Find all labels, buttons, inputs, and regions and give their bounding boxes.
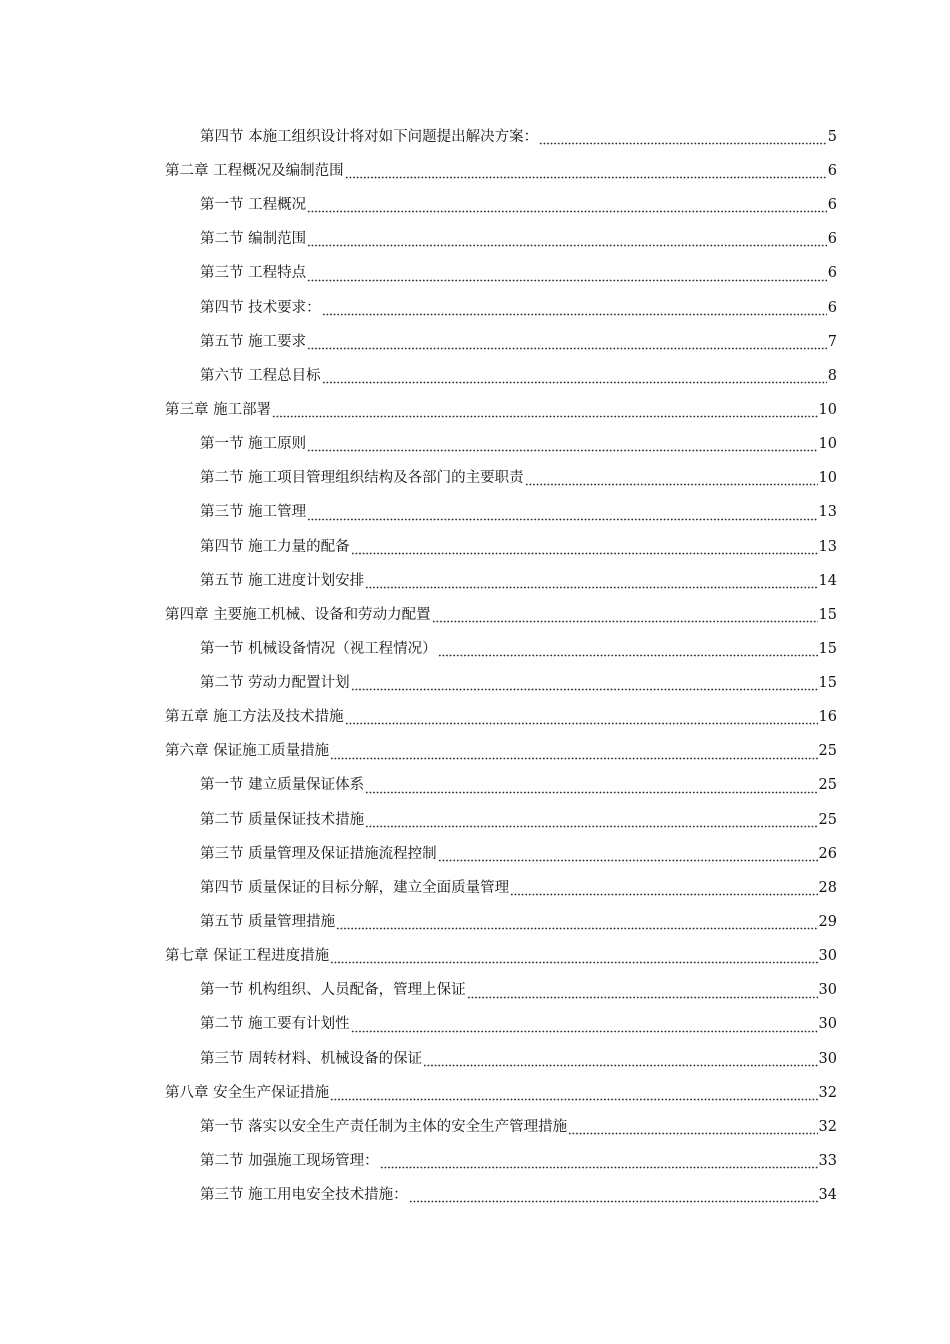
toc-page-number: 15: [818, 675, 837, 692]
dot-leader: [307, 438, 817, 452]
toc-entry-title: 第四节 本施工组织设计将对如下问题提出解决方案：: [200, 128, 539, 145]
toc-page-number: 15: [818, 606, 837, 623]
toc-page-number: 10: [818, 436, 837, 453]
toc-page-number: 25: [818, 777, 837, 794]
dot-leader: [330, 950, 817, 964]
dot-leader: [322, 370, 827, 384]
toc-entry-title: 第二节 施工要有计划性: [200, 1016, 350, 1033]
toc-entry-title: 第二节 加强施工现场管理：: [200, 1153, 379, 1170]
toc-entry-title: 第一节 落实以安全生产责任制为主体的安全生产管理措施: [200, 1118, 568, 1135]
toc-section-entry[interactable]: [0, 427, 950, 461]
dot-leader: [351, 1019, 818, 1033]
toc-entry-title: 第一节 机构组织、人员配备，管理上保证: [200, 982, 466, 999]
toc-entry-title: 第三节 施工用电安全技术措施：: [200, 1187, 408, 1204]
toc-page-number: 32: [818, 1084, 837, 1101]
toc-page-number: 16: [818, 709, 837, 726]
dot-leader: [438, 643, 818, 657]
toc-section-entry[interactable]: [0, 496, 950, 530]
toc-page-number: 6: [827, 265, 837, 282]
toc-entry-title: 第三节 工程特点: [200, 265, 307, 282]
toc-page-number: 8: [827, 367, 837, 384]
toc-section-entry[interactable]: [0, 564, 950, 598]
toc-page-number: 13: [818, 504, 837, 521]
dot-leader: [525, 472, 818, 486]
toc-section-entry[interactable]: [0, 257, 950, 291]
toc-chapter-entry[interactable]: [0, 598, 950, 632]
toc-chapter-entry[interactable]: [0, 700, 950, 734]
dot-leader: [307, 336, 827, 350]
toc-section-entry[interactable]: [0, 188, 950, 222]
toc-section-entry[interactable]: [0, 837, 950, 871]
toc-page-number: 29: [818, 914, 837, 931]
dot-leader: [307, 507, 817, 521]
toc-entry-title: 第二章 工程概况及编制范围: [165, 162, 344, 179]
dot-leader: [351, 541, 818, 555]
toc-entry-title: 第一节 机械设备情况（视工程情况）: [200, 640, 437, 657]
dot-leader: [539, 131, 827, 145]
toc-section-entry[interactable]: [0, 974, 950, 1008]
toc-entry-title: 第四节 质量保证的目标分解，建立全面质量管理: [200, 879, 510, 896]
dot-leader: [438, 848, 818, 862]
dot-leader: [365, 780, 817, 794]
dot-leader: [272, 404, 817, 418]
toc-entry-title: 第一节 建立质量保证体系: [200, 777, 365, 794]
toc-entry-title: 第二节 质量保证技术措施: [200, 811, 365, 828]
toc-page-number: 34: [818, 1187, 837, 1204]
toc-page-number: 30: [818, 1016, 837, 1033]
dot-leader: [568, 1121, 817, 1135]
toc-entry-title: 第四节 施工力量的配备: [200, 538, 350, 555]
toc-page-number: 10: [818, 470, 837, 487]
toc-page-number: 28: [818, 879, 837, 896]
toc-section-entry[interactable]: [0, 769, 950, 803]
toc-section-entry[interactable]: [0, 291, 950, 325]
toc-section-entry[interactable]: [0, 222, 950, 256]
toc-chapter-entry[interactable]: [0, 735, 950, 769]
dot-leader: [365, 814, 817, 828]
dot-leader: [409, 1189, 818, 1203]
dot-leader: [351, 677, 818, 691]
toc-page-number: 30: [818, 982, 837, 999]
toc-page-number: 14: [818, 572, 837, 589]
dot-leader: [380, 1155, 818, 1169]
toc-entry-title: 第七章 保证工程进度措施: [165, 948, 330, 965]
toc-entry-title: 第八章 安全生产保证措施: [165, 1084, 330, 1101]
toc-section-entry[interactable]: [0, 632, 950, 666]
dot-leader: [322, 302, 827, 316]
dot-leader: [432, 609, 818, 623]
toc-entry-title: 第三节 周转材料、机械设备的保证: [200, 1050, 423, 1067]
dot-leader: [365, 575, 817, 589]
toc-section-entry[interactable]: [0, 461, 950, 495]
toc-page-number: 30: [818, 948, 837, 965]
toc-page-number: 6: [827, 162, 837, 179]
toc-entry-title: 第四节 技术要求：: [200, 299, 321, 316]
toc-section-entry[interactable]: [0, 871, 950, 905]
table-of-contents: [0, 120, 950, 1213]
toc-entry-title: 第三节 施工管理: [200, 504, 307, 521]
toc-section-entry[interactable]: [0, 530, 950, 564]
toc-page-number: 5: [827, 128, 837, 145]
toc-page-number: 32: [818, 1118, 837, 1135]
toc-chapter-entry[interactable]: [0, 939, 950, 973]
toc-entry-title: 第六章 保证施工质量措施: [165, 743, 330, 760]
toc-entry-title: 第二节 施工项目管理组织结构及各部门的主要职责: [200, 470, 524, 487]
toc-section-entry[interactable]: [0, 359, 950, 393]
dot-leader: [345, 711, 818, 725]
dot-leader: [307, 268, 827, 282]
toc-page-number: 25: [818, 743, 837, 760]
toc-entry-title: 第五章 施工方法及技术措施: [165, 709, 344, 726]
toc-entry-title: 第三章 施工部署: [165, 401, 272, 418]
toc-entry-title: 第一节 工程概况: [200, 197, 307, 214]
toc-entry-title: 第四章 主要施工机械、设备和劳动力配置: [165, 606, 431, 623]
toc-entry-title: 第六节 工程总目标: [200, 367, 321, 384]
toc-entry-title: 第三节 质量管理及保证措施流程控制: [200, 845, 437, 862]
toc-page-number: 33: [818, 1153, 837, 1170]
toc-page-number: 10: [818, 401, 837, 418]
toc-page-number: 15: [818, 640, 837, 657]
toc-chapter-entry[interactable]: [0, 154, 950, 188]
toc-page-number: 6: [827, 197, 837, 214]
toc-section-entry[interactable]: [0, 1008, 950, 1042]
toc-section-entry[interactable]: [0, 905, 950, 939]
dot-leader: [336, 916, 817, 930]
toc-entry-title: 第五节 质量管理措施: [200, 914, 336, 931]
dot-leader: [510, 882, 817, 896]
toc-page-number: 7: [827, 333, 837, 350]
toc-chapter-entry[interactable]: [0, 393, 950, 427]
dot-leader: [423, 1053, 817, 1067]
toc-section-entry[interactable]: [0, 666, 950, 700]
dot-leader: [330, 746, 817, 760]
toc-entry-title: 第二节 劳动力配置计划: [200, 675, 350, 692]
toc-page-number: 30: [818, 1050, 837, 1067]
toc-section-entry[interactable]: [0, 120, 950, 154]
dot-leader: [345, 165, 827, 179]
toc-entry-title: 第五节 施工要求: [200, 333, 307, 350]
toc-section-entry[interactable]: [0, 1042, 950, 1076]
toc-chapter-entry[interactable]: [0, 1076, 950, 1110]
toc-section-entry[interactable]: [0, 1178, 950, 1212]
toc-section-entry[interactable]: [0, 803, 950, 837]
dot-leader: [307, 199, 827, 213]
toc-section-entry[interactable]: [0, 325, 950, 359]
toc-entry-title: 第二节 编制范围: [200, 231, 307, 248]
dot-leader: [330, 1087, 817, 1101]
toc-section-entry[interactable]: [0, 1110, 950, 1144]
dot-leader: [307, 233, 827, 247]
toc-entry-title: 第一节 施工原则: [200, 436, 307, 453]
toc-page-number: 13: [818, 538, 837, 555]
toc-page-number: 6: [827, 299, 837, 316]
toc-page-number: 25: [818, 811, 837, 828]
toc-page-number: 26: [818, 845, 837, 862]
toc-entry-title: 第五节 施工进度计划安排: [200, 572, 365, 589]
toc-section-entry[interactable]: [0, 1144, 950, 1178]
dot-leader: [467, 985, 818, 999]
toc-page-number: 6: [827, 231, 837, 248]
